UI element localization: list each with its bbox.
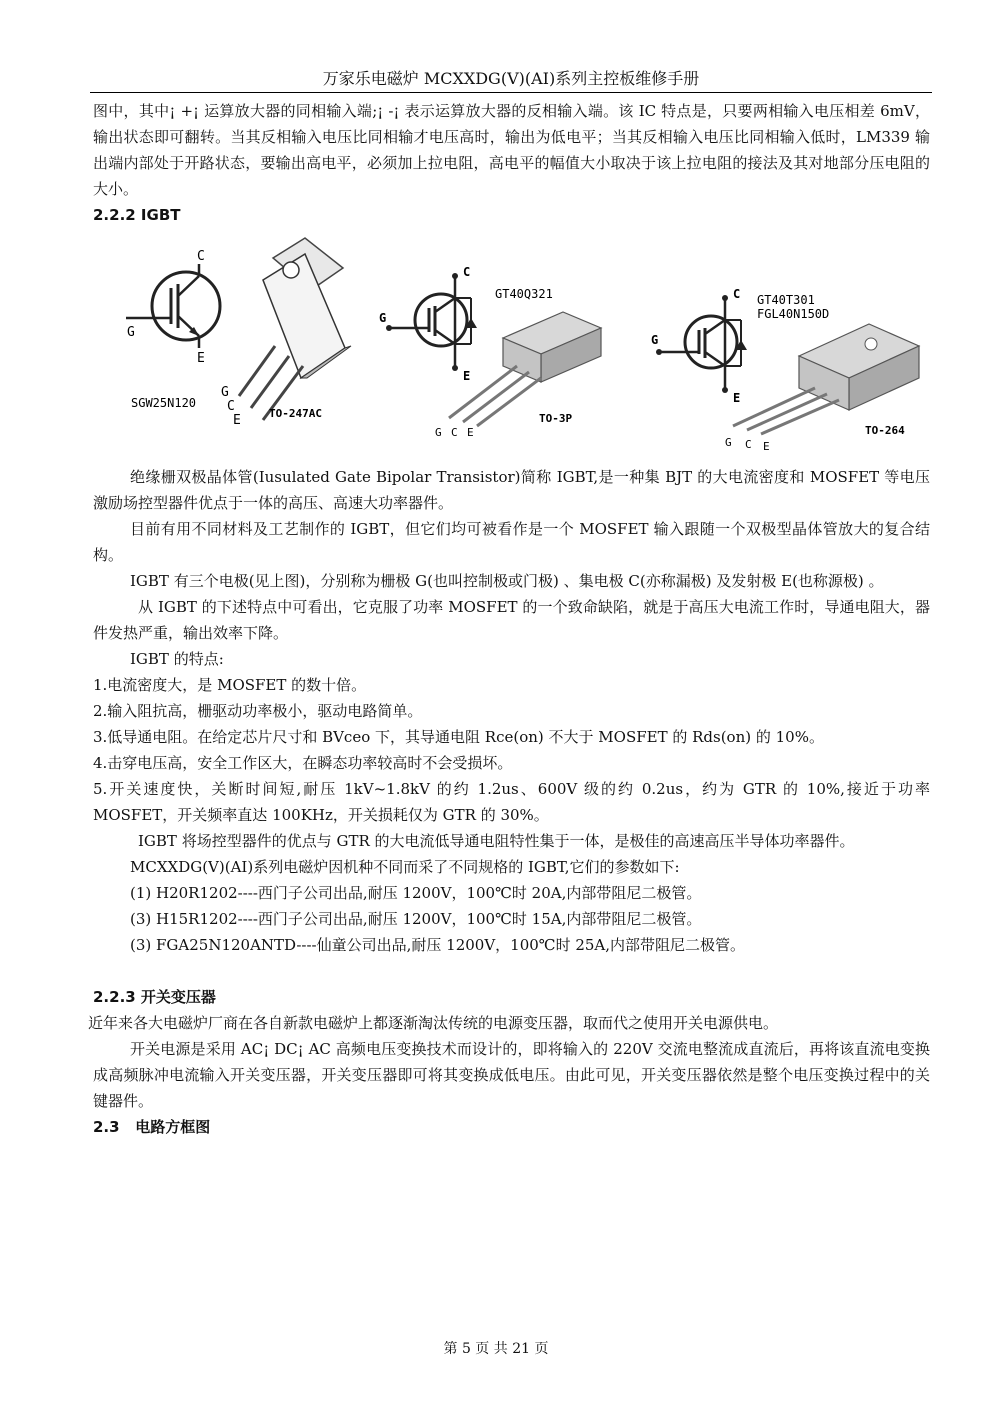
feature-item: 1.电流密度大，是 MOSFET 的数十倍。 (93, 676, 367, 694)
header-title: 万家乐电磁炉 MCXXDG(V)(AI)系列主控板维修手册 (322, 69, 700, 88)
page-content (88, 98, 930, 1140)
page-footer: 第 5 页 共 21 页 (443, 1341, 549, 1357)
model-item: (3) FGA25N120ANTD----仙童公司出品,耐压 1200V，100℃时 25A,内部带阻尼二极管。 (130, 936, 746, 954)
igbt-electrodes-paragraph: IGBT 有三个电极(见上图)，分别称为栅极 G(也叫控制极或门极) 、集电极 C(亦称漏极) 及发射极 E(也称源极) 。 (130, 572, 884, 590)
fig1-leg-g: G (221, 385, 229, 400)
fig2-pin-e: E (463, 369, 471, 383)
to247-package-image (239, 238, 351, 420)
transformer-paragraph-1: 近年来各大电磁炉厂商在各自新款电磁炉上都逐渐淘汰传统的电源变压器，取而代之使用开关电源供电。 (88, 1014, 779, 1032)
feature-item: 2.输入阻抗高，栅驱动功率极小，驱动电路简单。 (93, 702, 423, 720)
section-heading-igbt: 2.2.2 IGBT (93, 206, 181, 224)
igbt-symbol-3 (656, 295, 747, 393)
fig2-leg-g: G (435, 426, 442, 439)
fig3-part-line1: GT40T301 (757, 293, 815, 307)
fig2-leg-c: C (451, 426, 458, 439)
fig1-package: TO-247AC (269, 407, 322, 420)
fig1-pin-g: G (127, 325, 135, 340)
igbt-structure-paragraph: 目前有用不同材料及工艺制作的 IGBT，但它们均可被看作是一个 MOSFET 输入跟随一个双极型晶体管放大的复合结构。 (93, 520, 930, 564)
igbt-features-title: IGBT 的特点: (130, 650, 224, 668)
feature-item: 4.击穿电压高，安全工作区大，在瞬态功率较高时不会受损坏。 (93, 754, 513, 772)
fig2-leg-e: E (467, 426, 474, 439)
fig3-leg-g: G (725, 436, 732, 449)
model-item: (3) H15R1202----西门子公司出品,耐压 1200V，100℃时 15A,内部带阻尼二极管。 (130, 910, 702, 928)
header-rule (90, 92, 932, 93)
fig1-pin-c: C (197, 249, 205, 264)
fig3-leg-e: E (763, 440, 770, 453)
spacer (93, 958, 930, 984)
fig2-part: GT40Q321 (495, 287, 553, 301)
igbt-symbol-2 (386, 273, 477, 371)
fig3-pin-c: C (733, 287, 741, 301)
fig2-pin-c: C (463, 265, 471, 279)
igbt-definition-paragraph: 绝缘栅双极晶体管(Iusulated Gate Bipolar Transistor)简称 IGBT,是一种集 BJT 的大电流密度和 MOSFET 等电压激励场控型器件优点于一体的高压、高速大功率器件。 (93, 468, 930, 512)
model-item: (1) H20R1202----西门子公司出品,耐压 1200V，100℃时 20A,内部带阻尼二极管。 (130, 884, 702, 902)
section-heading-block-diagram: 2.3 电路方框图 (93, 1118, 211, 1136)
transformer-paragraph-2: 开关电源是采用 AC¡ DC¡ AC 高频电压变换技术而设计的，即将输入的 220V 交流电整流成直流后，再将该直流电变换成高频脉冲电流输入开关变压器，开关变压器即可将其变换成低电压。由此可见，开关变压器依然是整个电压变换过程中的关键器件。 (93, 1040, 930, 1110)
igbt-symbol-1 (126, 264, 220, 348)
intro-paragraph: 图中，其中¡ +¡ 运算放大器的同相输入端;¡ -¡ 表示运算放大器的反相输入端。该 IC 特点是，只要两相输入电压相差 6mV，输出状态即可翻转。当其反相输入电压比同相输才电压高时，输出为低电平；当其反相输入电压比同相输入低时，LM339 输出端内部处于开路状态，要输出高电平，必须加上拉电阻，高电平的幅值大小取决于该上拉电阻的接法及其对地部分压电阻的大小。 (93, 102, 930, 198)
fig2-package: TO-3P (539, 412, 573, 425)
igbt-summary-paragraph: IGBT 将场控型器件的优点与 GTR 的大电流低导通电阻特性集于一体，是极佳的高速高压半导体功率器件。 (138, 832, 855, 850)
section-heading-transformer: 2.2.3 开关变压器 (93, 988, 216, 1006)
fig1-leg-c: C (227, 399, 235, 414)
feature-item: 5.开关速度快，关断时间短,耐压 1kV~1.8kV 的约 1.2us、600V 级的约 0.2us，约为 GTR 的 10%,接近于功率 MOSFET，开关频率直达 100KHz，开关损耗仅为 GTR 的 30%。 (93, 780, 930, 824)
fig1-pin-e: E (197, 351, 205, 366)
fig2-pin-g: G (379, 311, 387, 325)
fig3-pin-e: E (733, 391, 741, 405)
igbt-figure (93, 228, 930, 464)
fig3-part-line2: FGL40N150D (757, 307, 830, 321)
igbt-advantage-paragraph: 从 IGBT 的下述特点中可看出，它克服了功率 MOSFET 的一个致命缺陷，就是于高压大电流工作时，导通电阻大，器件发热严重，输出效率下降。 (93, 598, 930, 642)
fig3-leg-c: C (745, 438, 752, 451)
models-intro: MCXXDG(V)(AI)系列电磁炉因机种不同而采了不同规格的 IGBT,它们的参数如下: (130, 858, 680, 876)
fig3-pin-g: G (651, 333, 659, 347)
fig1-part: SGW25N120 (131, 396, 197, 410)
igbt-figure-svg (93, 228, 930, 464)
fig3-package: TO-264 (865, 424, 905, 437)
to264-package-image (733, 324, 919, 434)
fig1-leg-e: E (233, 413, 241, 428)
feature-item: 3.低导通电阻。在给定芯片尺寸和 BVceo 下，其导通电阻 Rce(on) 不大于 MOSFET 的 Rds(on) 的 10%。 (93, 728, 824, 746)
